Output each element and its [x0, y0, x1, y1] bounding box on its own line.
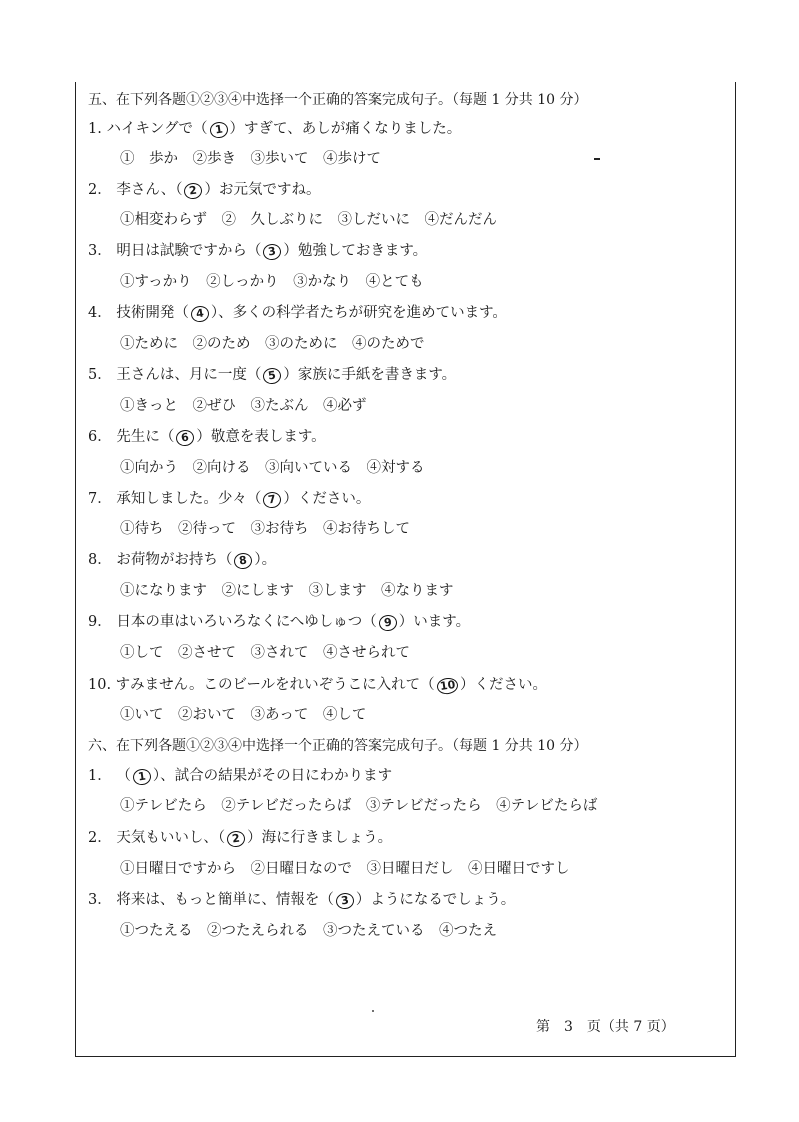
options-line: ①きっと ②ぜひ ③たぶん ④必ず	[120, 398, 367, 414]
question-line: 3． 将来は、もっと簡単に、情報を（ 3 ）ようになるでしょう。	[88, 891, 515, 909]
handwritten-answer: 5	[262, 367, 282, 385]
question-line: 2． 天気もいいし、（ 2 ）海に行きましょう。	[88, 829, 392, 847]
page-frame-right	[735, 82, 736, 1057]
page-frame-left	[75, 82, 76, 1057]
options-line: ①つたえる ②つたえられる ③つたえている ④つたえ	[120, 923, 497, 939]
question-line: 6． 先生に（ 6 ）敬意を表します。	[88, 428, 326, 446]
question-line: 10. すみません。このビールをれいぞうこに入れて（ 10 ）ください。	[88, 676, 547, 694]
question-line: 8． お荷物がお持ち（ 8 ）。	[88, 551, 276, 569]
handwritten-answer: 1	[209, 121, 229, 139]
question-line: 1． （ 1 ）、試合の結果がその日にわかります	[88, 767, 392, 785]
question-line: 4． 技術開発（ 4 ）、多くの科学者たちが研究を進めています。	[88, 304, 507, 322]
section5-header: 五、在下列各题①②③④中选择一个正确的答案完成句子。（每题 1 分共 10 分）	[88, 92, 588, 108]
handwritten-answer: 4	[190, 305, 210, 323]
question-line: 5． 王さんは、月に一度（ 5 ）家族に手紙を書きます。	[88, 366, 456, 384]
handwritten-answer: 8	[233, 552, 253, 570]
question-line: 9． 日本の車はいろいろなくにへゆしゅつ（ 9 ）います。	[88, 613, 470, 631]
question-line: 3． 明日は試験ですから（ 3 ）勉強しておきます。	[88, 242, 427, 260]
handwritten-answer: 6	[175, 429, 195, 447]
handwritten-answer: 3	[262, 243, 282, 261]
page-number: 第 3 页（共 7 页）	[536, 1019, 675, 1035]
handwritten-answer: 1	[132, 768, 152, 786]
options-line: ①いて ②おいて ③あって ④して	[120, 707, 367, 723]
stray-pen-mark	[594, 158, 600, 160]
question-line: 2． 李さん、（ 2 ）お元気ですね。	[88, 181, 320, 199]
options-line: ①向かう ②向ける ③向いている ④対する	[120, 460, 425, 476]
handwritten-answer: 2	[183, 182, 203, 200]
stray-dot-mark	[372, 1010, 374, 1012]
handwritten-answer: 9	[378, 614, 398, 632]
section6-header: 六、在下列各题①②③④中选择一个正确的答案完成句子。（每题 1 分共 10 分）	[88, 738, 588, 754]
handwritten-answer: 10	[436, 677, 459, 696]
options-line: ①すっかり ②しっかり ③かなり ④とても	[120, 274, 424, 290]
page-frame-bottom	[75, 1056, 736, 1057]
options-line: ①テレビたら ②テレビだったらば ③テレビだったら ④テレビたらば	[120, 798, 598, 814]
question-line: 7． 承知しました。少々（ 7 ）ください。	[88, 490, 370, 508]
question-line: 1. ハイキングで（ 1 ）すぎて、あしが痛くなりました。	[88, 120, 461, 138]
options-line: ①して ②させて ③されて ④させられて	[120, 645, 410, 661]
options-line: ①日曜日ですから ②日曜日なので ③日曜日だし ④日曜日ですし	[120, 861, 570, 877]
options-line: ①になります ②にします ③します ④なります	[120, 583, 454, 599]
options-line: ①待ち ②待って ③お待ち ④お待ちして	[120, 521, 410, 537]
options-line: ①相変わらず ② 久しぶりに ③しだいに ④だんだん	[120, 212, 497, 228]
handwritten-answer: 2	[226, 830, 246, 848]
options-line: ① 歩か ②歩き ③歩いて ④歩けて	[120, 151, 381, 167]
handwritten-answer: 3	[335, 892, 355, 910]
handwritten-answer: 7	[262, 491, 282, 509]
options-line: ①ために ②のため ③のために ④のためで	[120, 336, 425, 352]
